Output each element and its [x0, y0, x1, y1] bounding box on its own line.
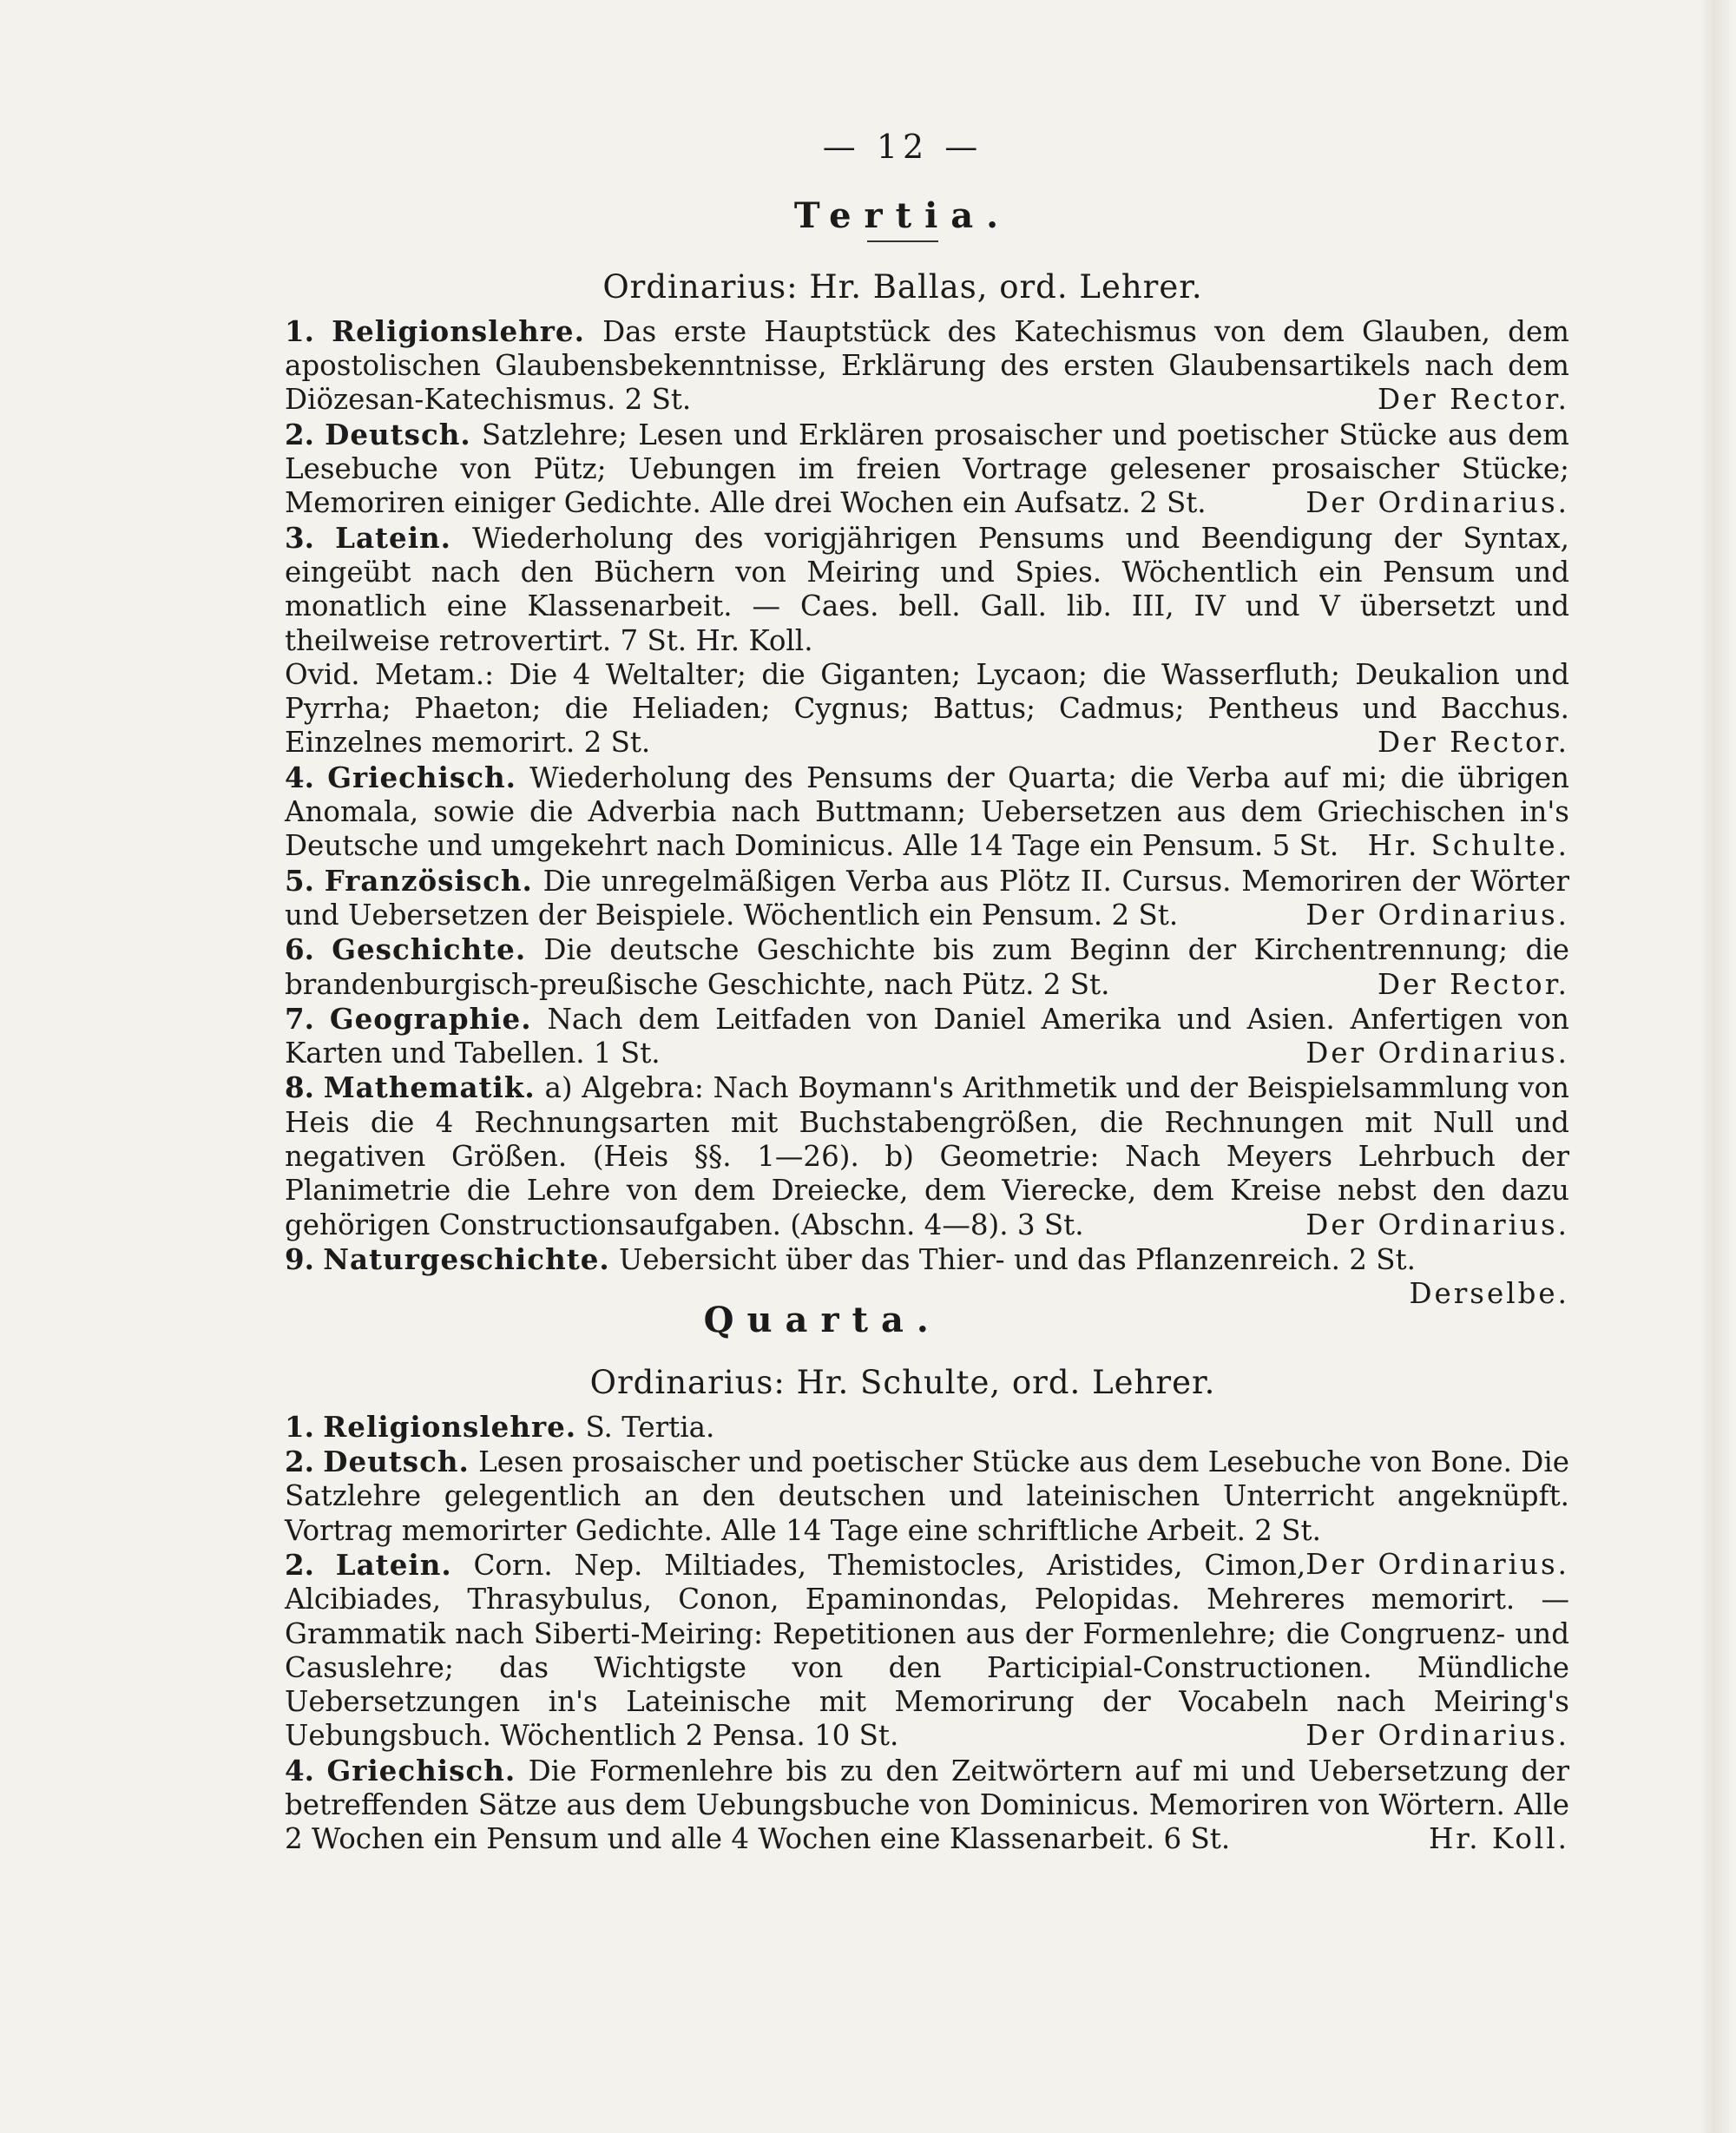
entry-subject: Deutsch. [323, 1445, 470, 1479]
entry-text: Nach dem Leitfaden von Daniel Amerika und Asien. Anfertigen von Karten und Tabellen. 1 St. [285, 1002, 1569, 1070]
entry-subject: Naturgeschichte. [323, 1241, 610, 1276]
entry-teacher: Der Ordinarius. [1305, 898, 1569, 932]
entry-subject: Geographie. [329, 1001, 532, 1036]
entry-number: 4. [285, 760, 314, 794]
entry-text: Corn. Nep. Miltiades, Themistocles, Aristides, Cimon, Alcibiades, Thrasybulus, Conon, Epaminondas, Pelopidas. Mehreres memorirt. — Grammatik nach Siberti-Meiring: Repetitionen aus der Formenlehre; die Congruenz- und Casuslehre; das Wichtigste von den Participial-Constructionen. Mündliche Uebersetzungen in's Lateinische mit Memorirung der Vocabeln nach Meiring's Uebungsbuch. Wöchentlich 2 Pensa. 10 St. [285, 1548, 1569, 1753]
tertia-entry-latein-ovid [236, 658, 1569, 760]
entry-subject: Griechisch. [327, 760, 516, 794]
page-content [236, 130, 1569, 1857]
entry-number: 8. [285, 1070, 314, 1105]
section-title-quarta: Quarta. [703, 1300, 942, 1341]
entry-teacher: Der Ordinarius. [1305, 1037, 1569, 1070]
tertia-entry-religion [236, 314, 1569, 418]
tertia-entry-griechisch [236, 760, 1569, 864]
entry-teacher: Hr. Schulte. [1367, 829, 1569, 863]
entry-number: 6. [285, 932, 314, 967]
quarta-entry-religion [236, 1410, 1569, 1445]
entry-text: a) Algebra: Nach Boymann's Arithmetik und der Beispielsammlung von Heis die 4 Rechnungsarten mit Buchstabengrößen, die Rechnungen mit Null und negativen Größen. (Heis §§. 1—26). b) Geometrie: Nach Meyers Lehrbuch der Planimetrie die Lehre von dem Dreiecke, dem Vierecke, dem Kreise nebst den dazu gehörigen Constructionsaufgaben. (Abschn. 4—8). 3 St. [285, 1071, 1569, 1241]
entry-text: Uebersicht über das Thier- und das Pflanzenreich. 2 St. [619, 1242, 1416, 1276]
entry-text: Das erste Hauptstück des Katechismus von dem Glauben, dem apostolischen Glaubensbekenntnisse, Erklärung des ersten Glaubensartikels nach dem Diözesan-Katechismus. 2 St. [285, 314, 1569, 417]
entry-text: Ovid. Metam.: Die 4 Weltalter; die Giganten; Lycaon; die Wasserfluth; Deukalion und Pyrrha; Phaeton; die Heliaden; Cygnus; Battus; Cadmus; Pentheus und Bacchus. Einzelnes memorirt. 2 St. [285, 657, 1569, 760]
entry-number: 2. [285, 1547, 314, 1582]
entry-text: Lesen prosaischer und poetischer Stücke aus dem Lesebuche von Bone. Die Satzlehre gelegentlich an den deutschen und lateinischen Unterricht angeknüpft. Vortrag memorirter Gedichte. Alle 14 Tage eine schriftliche Arbeit. 2 St. [285, 1445, 1569, 1547]
tertia-entry-geschichte [236, 932, 1569, 1002]
entry-number: 2. [285, 1445, 314, 1479]
entry-subject: Deutsch. [325, 417, 471, 451]
entry-number: 1. [285, 313, 314, 348]
quarta-entry-griechisch [236, 1754, 1569, 1857]
entry-text: Die unregelmäßigen Verba aus Plötz II. Cursus. Memoriren der Wörter und Uebersetzen der Beispiele. Wöchentlich ein Pensum. 2 St. [285, 864, 1569, 932]
entry-number: 2. [285, 417, 314, 451]
entry-number: 5. [285, 863, 314, 898]
section-title-tertia: Tertia. [793, 195, 1012, 237]
entry-subject: Griechisch. [326, 1753, 516, 1787]
tertia-entry-mathematik [236, 1070, 1569, 1241]
entry-text: Satzlehre; Lesen und Erklären prosaischer und poetischer Stücke aus dem Lesebuche von Pütz; Uebungen im freien Vortrage gelesener prosaischer Stücke; Memoriren einiger Gedichte. Alle drei Wochen ein Aufsatz. 2 St. [285, 418, 1569, 520]
entry-text: Die Formenlehre bis zu den Zeitwörtern auf mi und Uebersetzung der betreffenden Sätze aus dem Uebungsbuche von Dominicus. Memoriren von Wörtern. Alle 2 Wochen ein Pensum und alle 4 Wochen eine Klassenarbeit. 6 St. [285, 1754, 1569, 1856]
page-number: — 12 — [822, 128, 983, 166]
entry-teacher: Der Ordinarius. [1305, 1208, 1569, 1241]
tertia-entry-franzoesisch [236, 864, 1569, 933]
entry-number: 1. [285, 1409, 314, 1444]
entry-text: Wiederholung des Pensums der Quarta; die Verba auf mi; die übrigen Anomala, sowie die Adverbia nach Buttmann; Uebersetzen aus dem Griechischen in's Deutsche und umgekehrt nach Dominicus. Alle 14 Tage ein Pensum. 5 St. [285, 760, 1569, 863]
tertia-entry-naturgeschichte [236, 1241, 1569, 1311]
tertia-entry-latein [236, 521, 1569, 658]
ordinarius-quarta: Ordinarius: Hr. Schulte, ord. Lehrer. [589, 1363, 1216, 1401]
entry-text: Wiederholung des vorigjährigen Pensums und Beendigung der Syntax, eingeübt nach den Büchern von Meiring und Spies. Wöchentlich ein Pensum und monatlich eine Klassenarbeit. — Caes. bell. Gall. lib. III, IV und V übersetzt und theilweise retrovertirt. 7 St. Hr. Koll. [285, 521, 1569, 657]
entry-teacher: Der Rector. [1378, 383, 1569, 417]
entry-number: 9. [285, 1241, 314, 1276]
entry-subject: Latein. [335, 520, 451, 555]
entry-subject: Religionslehre. [323, 1409, 577, 1444]
entry-teacher: Der Ordinarius. [1305, 486, 1569, 520]
entry-text: Die deutsche Geschichte bis zum Beginn der Kirchentrennung; die brandenburgisch-preußische Geschichte, nach Pütz. 2 St. [285, 933, 1569, 1001]
entry-subject: Französisch. [324, 863, 533, 898]
entry-subject: Latein. [335, 1547, 452, 1582]
entry-teacher: Hr. Koll. [1428, 1822, 1569, 1856]
page-edge-shadow [1700, 0, 1736, 2133]
entry-number: 4. [285, 1753, 314, 1787]
tertia-entry-geographie [236, 1002, 1569, 1071]
entry-number: 7. [285, 1001, 314, 1036]
entry-subject: Religionslehre. [332, 313, 585, 348]
entry-teacher: Der Rector. [1378, 967, 1569, 1001]
entry-subject: Geschichte. [332, 932, 527, 967]
entry-teacher: Der Ordinarius. [1305, 1719, 1569, 1753]
quarta-entry-deutsch [236, 1445, 1569, 1581]
ordinarius-tertia: Ordinarius: Hr. Ballas, ord. Lehrer. [602, 267, 1203, 306]
entry-teacher: Der Rector. [1378, 726, 1569, 760]
entry-text: S. Tertia. [585, 1410, 715, 1444]
tertia-entry-deutsch [236, 418, 1569, 521]
section-gap [236, 1345, 1569, 1366]
entry-number: 3. [285, 520, 314, 555]
entry-subject: Mathematik. [323, 1070, 536, 1105]
entry-teacher: Derselbe. [1409, 1277, 1569, 1311]
section-divider [867, 240, 938, 242]
entry-teacher: Der Ordinarius. [1305, 1547, 1569, 1581]
